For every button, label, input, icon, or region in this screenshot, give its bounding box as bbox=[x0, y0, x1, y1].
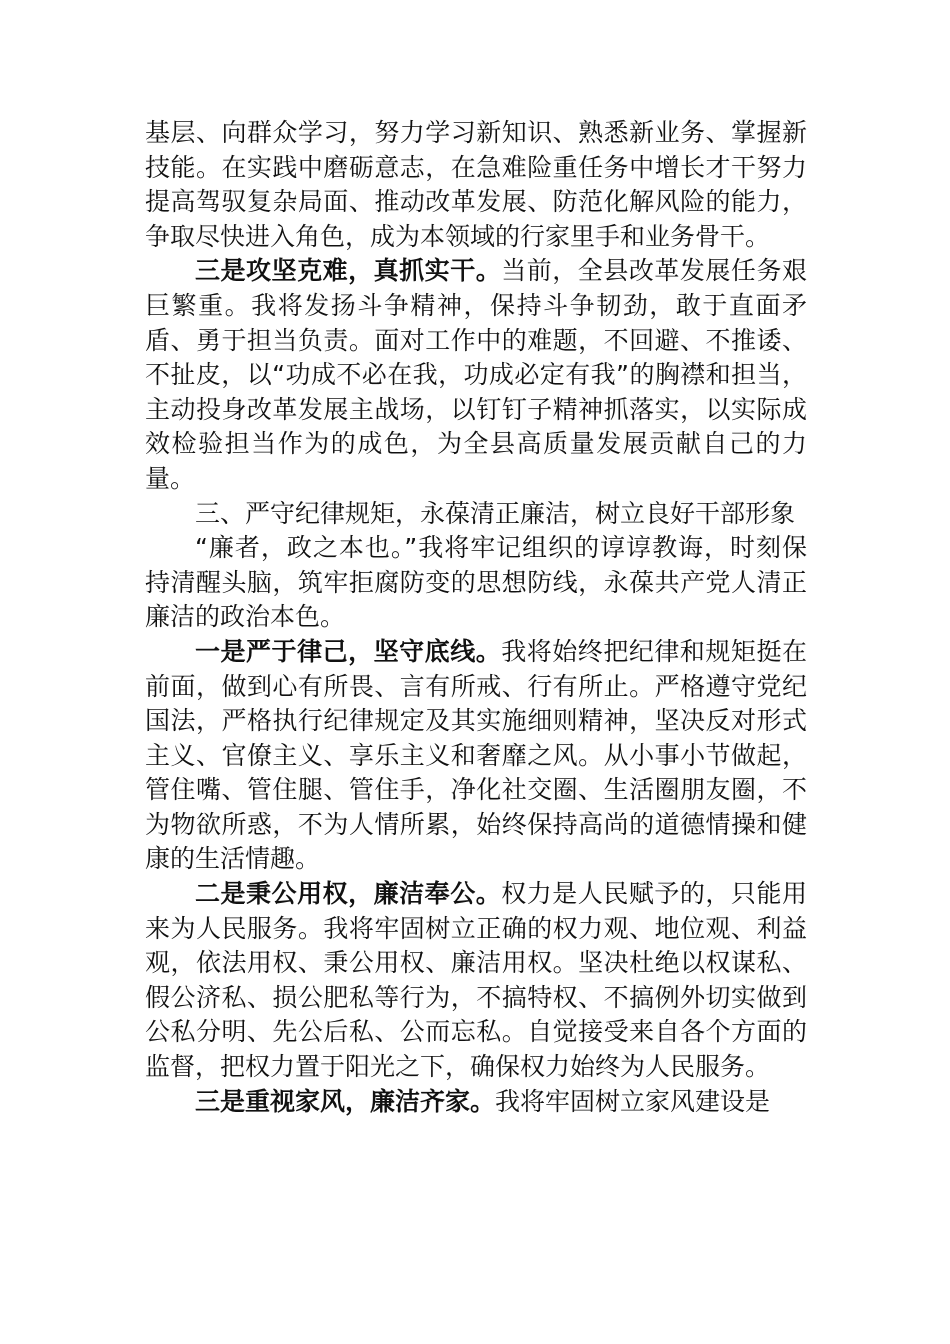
paragraph-continuation bbox=[145, 116, 807, 254]
paragraph-text: 权力是人民赋予的，只能用来为人民服务。我将牢固树立正确的权力观、地位观、利益观，依法用权、秉公用权、廉洁用权。坚决杜绝以权谋私、假公济私、损公肥私等行为，不搞特权、不搞例外切实做到公私分明、先公后私、公而忘私。自觉接受来自各个方面的监督，把权力置于阳光之下，确保权力始终为人民服务。 bbox=[145, 879, 807, 1082]
paragraph-lead: 二是秉公用权，廉洁奉公。 bbox=[195, 879, 502, 909]
paragraph-use-power-fairly bbox=[145, 877, 807, 1085]
section-heading-text: 三、严守纪律规矩，永葆清正廉洁，树立良好干部形象 bbox=[195, 498, 796, 528]
paragraph-tackle-difficulties bbox=[145, 254, 807, 496]
paragraph-lead: 三是重视家风，廉洁齐家。 bbox=[195, 1086, 496, 1116]
paragraph-lead: 一是严于律己，坚守底线。 bbox=[195, 636, 502, 666]
paragraph-text: 基层、向群众学习，努力学习新知识、熟悉新业务、掌握新技能。在实践中磨砺意志，在急难险重任务中增长才干努力提高驾驭复杂局面、推动改革发展、防范化解风险的能力，争取尽快进入角色，成为本领域的行家里手和业务骨干。 bbox=[145, 118, 807, 251]
paragraph-self-discipline bbox=[145, 635, 807, 877]
paragraph-integrity-quote bbox=[145, 531, 807, 635]
paragraph-text: “廉者，政之本也。”我将牢记组织的谆谆教诲，时刻保持清醒头脑，筑牢拒腐防变的思想防线，永葆共产党人清正廉洁的政治本色。 bbox=[145, 533, 807, 632]
paragraph-text: 我将始终把纪律和规矩挺在前面，做到心有所畏、言有所戒、行有所止。严格遵守党纪国法，严格执行纪律规定及其实施细则精神，坚决反对形式主义、官僚主义、享乐主义和奢靡之风。从小事小节做起，管住嘴、管住腿、管住手，净化社交圈、生活圈朋友圈，不为物欲所惑，不为人情所累，始终保持高尚的道德情操和健康的生活情趣。 bbox=[145, 636, 807, 874]
paragraph-text: 我将牢固树立家风建设是 bbox=[495, 1086, 771, 1116]
section-heading-three bbox=[145, 497, 807, 532]
paragraph-lead: 三是攻坚克难，真抓实干。 bbox=[195, 256, 502, 286]
paragraph-text: 当前，全县改革发展任务艰巨繁重。我将发扬斗争精神，保持斗争韧劲，敢于直面矛盾、勇于担当负责。面对工作中的难题，不回避、不推诿、不扯皮，以“功成不必在我，功成必定有我”的胸襟和担当，主动投身改革发展主战场，以钉钉子精神抓落实，以实际成效检验担当作为的成色，为全县高质量发展贡献自己的力量。 bbox=[145, 256, 807, 493]
paragraph-family-tradition bbox=[145, 1085, 807, 1120]
document-page bbox=[145, 116, 807, 1119]
